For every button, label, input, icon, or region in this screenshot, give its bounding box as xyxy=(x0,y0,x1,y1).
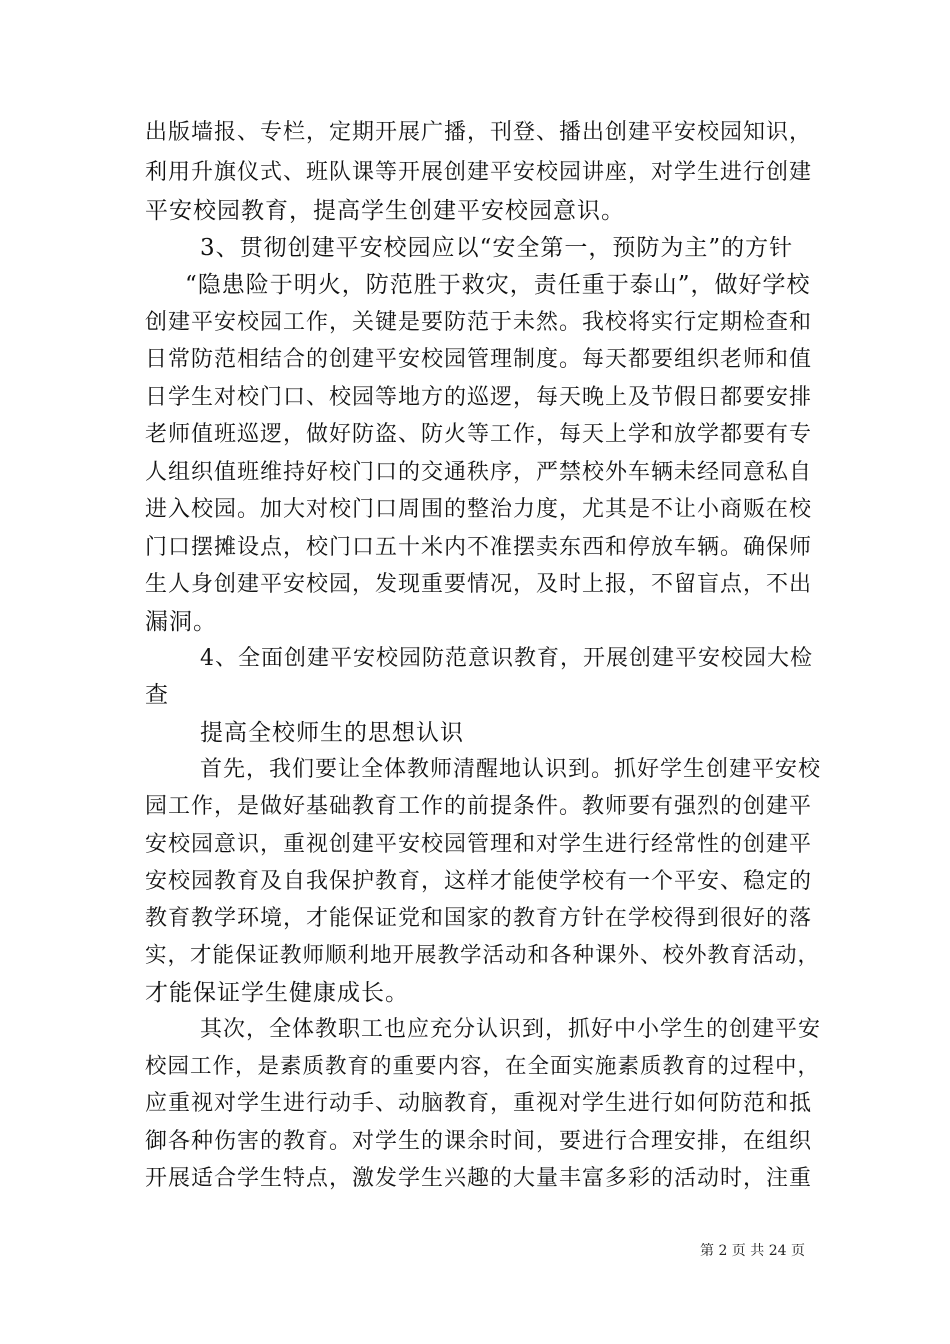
text-line: 出版墙报、专栏，定期开展广播，刊登、播出创建平安校园知识， xyxy=(145,120,813,145)
text-line: 日常防范相结合的创建平安校园管理制度。每天都要组织老师和值 xyxy=(145,347,813,372)
text-line: 门口摆摊设点，校门口五十米内不准摆卖东西和停放车辆。确保师 xyxy=(145,535,813,560)
text-line: 教育教学环境，才能保证党和国家的教育方针在学校得到很好的落 xyxy=(145,906,813,931)
text-line: 人组织值班维持好校门口的交通秩序，严禁校外车辆未经同意私自 xyxy=(145,460,813,485)
text-line: 安校园意识，重视创建平安校园管理和对学生进行经常性的创建平 xyxy=(145,832,813,857)
text-line: “隐患险于明火，防范胜于救灾，责任重于泰山”，做好学校 xyxy=(185,272,811,298)
text-line: 提高全校师生的思想认识 xyxy=(200,720,464,746)
text-line: 漏洞。 xyxy=(145,609,217,635)
text-line: 首先，我们要让全体教师清醒地认识到。抓好学生创建平安校 xyxy=(200,757,822,782)
text-line: 校园工作，是素质教育的重要内容，在全面实施素质教育的过程中， xyxy=(145,1054,821,1079)
text-line: 实，才能保证教师顺利地开展教学活动和各种课外、校外教育活动， xyxy=(145,943,821,968)
text-line: 才能保证学生健康成长。 xyxy=(145,980,409,1006)
text-line: 园工作，是做好基础教育工作的前提条件。教师要有强烈的创建平 xyxy=(145,794,813,819)
text-line: 日学生对校门口、校园等地方的巡逻，每天晚上及节假日都要安排 xyxy=(145,385,813,410)
text-line: 开展适合学生特点，激发学生兴趣的大量丰富多彩的活动时，注重 xyxy=(145,1166,813,1191)
text-line: 3、贯彻创建平安校园应以“安全第一，预防为主”的方针 xyxy=(200,235,794,261)
text-line: 创建平安校园工作，关键是要防范于未然。我校将实行定期检查和 xyxy=(145,310,813,335)
text-line: 其次，全体教职工也应充分认识到，抓好中小学生的创建平安 xyxy=(200,1017,822,1042)
page-number-footer: 第 2 页 共 24 页 xyxy=(700,1243,805,1259)
text-line: 利用升旗仪式、班队课等开展创建平安校园讲座，对学生进行创建 xyxy=(145,160,813,185)
text-line: 进入校园。加大对校门口周围的整治力度，尤其是不让小商贩在校 xyxy=(145,497,813,522)
text-line: 生人身创建平安校园，发现重要情况，及时上报，不留盲点，不出 xyxy=(145,572,813,597)
text-line: 平安校园教育，提高学生创建平安校园意识。 xyxy=(145,198,625,224)
text-line: 安校园教育及自我保护教育，这样才能使学校有一个平安、稳定的 xyxy=(145,869,813,894)
text-line: 4、全面创建平安校园防范意识教育，开展创建平安校园大检 xyxy=(200,646,813,671)
text-line: 应重视对学生进行动手、动脑教育，重视对学生进行如何防范和抵 xyxy=(145,1091,813,1116)
text-line: 查 xyxy=(145,682,169,708)
text-line: 御各种伤害的教育。对学生的课余时间，要进行合理安排，在组织 xyxy=(145,1129,813,1154)
text-line: 老师值班巡逻，做好防盗、防火等工作，每天上学和放学都要有专 xyxy=(145,422,813,447)
